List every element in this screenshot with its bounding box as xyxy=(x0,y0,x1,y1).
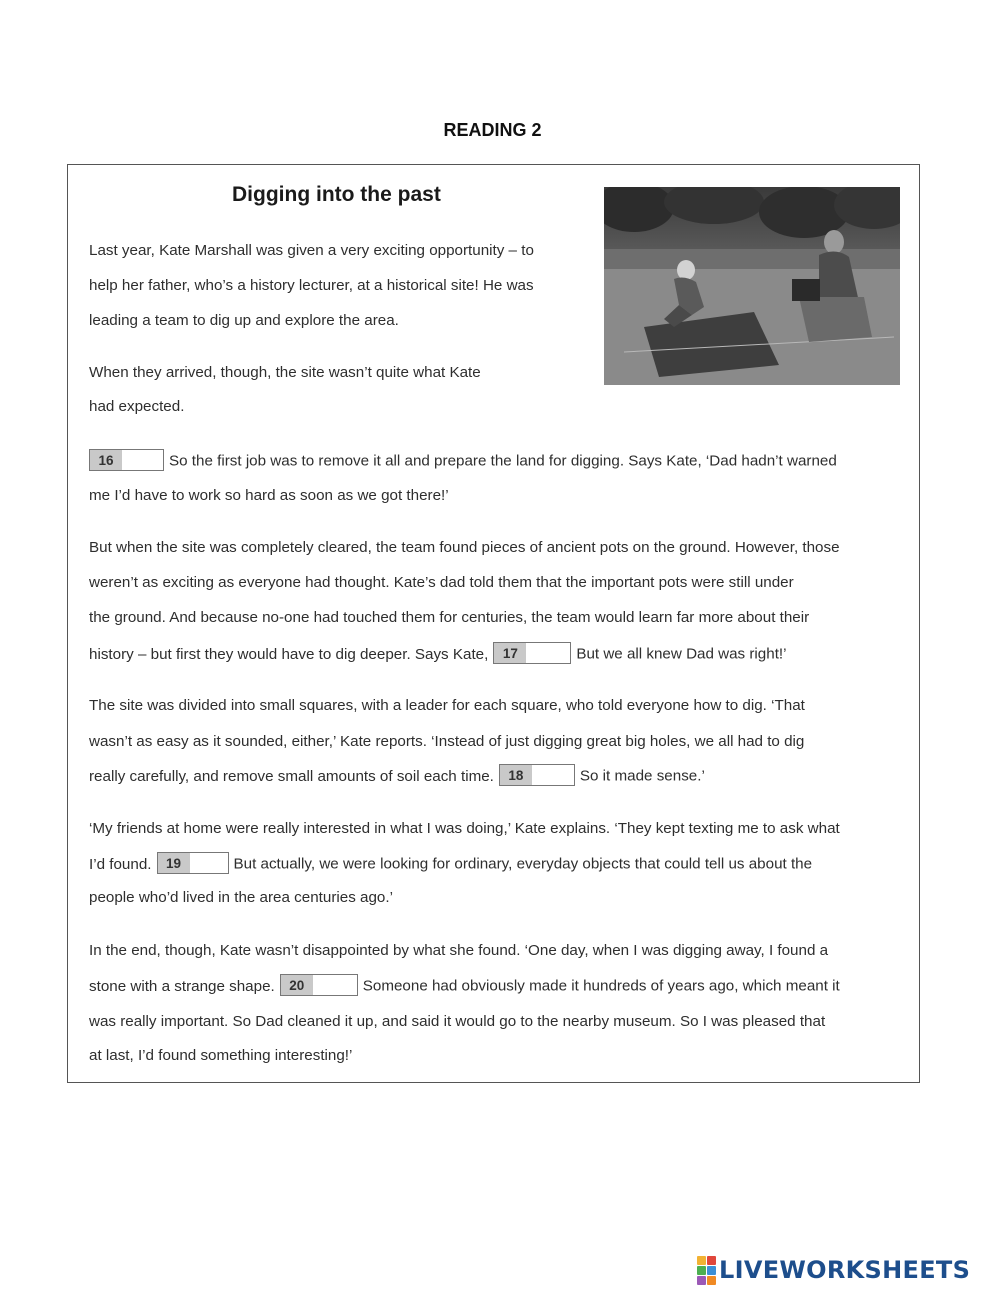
archaeology-dig-photo xyxy=(604,187,900,385)
article-line: was really important. So Dad cleaned it up, and said it would go to the nearby museum. So I was pleased that xyxy=(89,1013,826,1030)
logo-square xyxy=(697,1256,706,1265)
liveworksheets-logo-icon xyxy=(697,1256,716,1285)
line-text-after: So the first job was to remove it all and prepare the land for digging. Says Kate, ‘Dad hadn’t warned xyxy=(169,452,837,470)
gap-number: 19 xyxy=(158,853,190,873)
article-line: the ground. And because no-one had touched them for centuries, the team would learn far more about their xyxy=(89,609,810,626)
line-text-after: So it made sense.’ xyxy=(579,767,705,785)
answer-gap-18[interactable] xyxy=(499,764,575,786)
answer-gap-16[interactable] xyxy=(89,449,164,471)
answer-gap-19[interactable] xyxy=(157,852,229,874)
line-text-after: But actually, we were looking for ordinary, everyday objects that could tell us about the xyxy=(233,855,813,873)
gap-number: 16 xyxy=(90,450,122,470)
line-text-after: Someone had obviously made it hundreds of years ago, which meant it xyxy=(362,977,840,995)
article-line: me I’d have to work so hard as soon as we got there!’ xyxy=(89,487,449,504)
article-line xyxy=(89,452,837,471)
gap-number: 18 xyxy=(500,765,532,785)
logo-square xyxy=(707,1266,716,1275)
brand-text: LIVEWORKSHEETS xyxy=(719,1256,971,1284)
article-line: The site was divided into small squares, with a leader for each square, who told everyone how to dig. ‘That xyxy=(89,697,805,714)
logo-square xyxy=(707,1276,716,1285)
article-line: weren’t as exciting as everyone had thought. Kate’s dad told them that the important pots were still under xyxy=(89,574,794,591)
article-line xyxy=(89,767,705,786)
logo-square xyxy=(707,1256,716,1265)
line-text-before: history – but first they would have to dig deeper. Says Kate, xyxy=(89,645,489,663)
gap-number: 20 xyxy=(281,975,313,995)
page-heading: READING 2 xyxy=(443,120,542,140)
line-text-before: really carefully, and remove small amounts of soil each time. xyxy=(89,767,494,785)
article-line: help her father, who’s a history lecturer, at a historical site! He was xyxy=(89,277,534,294)
article-line: When they arrived, though, the site wasn’t quite what Kate xyxy=(89,364,481,381)
article-line: Last year, Kate Marshall was given a very exciting opportunity – to xyxy=(89,242,534,259)
article-line xyxy=(89,645,787,664)
article-line: people who’d lived in the area centuries ago.’ xyxy=(89,889,393,906)
gap-number: 17 xyxy=(494,643,526,663)
line-text-before: stone with a strange shape. xyxy=(89,977,275,995)
line-text-after: But we all knew Dad was right!’ xyxy=(576,645,787,663)
answer-gap-17[interactable] xyxy=(493,642,571,664)
article-line: ‘My friends at home were really interested in what I was doing,’ Kate explains. ‘They kept texting me to ask what xyxy=(89,820,840,837)
article-line xyxy=(89,977,840,996)
article-title: Digging into the past xyxy=(232,183,441,206)
line-text-before: I’d found. xyxy=(89,855,152,873)
article-line: had expected. xyxy=(89,398,185,415)
article-line xyxy=(89,855,812,874)
article-line: wasn’t as easy as it sounded, either,’ Kate reports. ‘Instead of just digging great big holes, we all had to dig xyxy=(89,733,805,750)
logo-square xyxy=(697,1276,706,1285)
answer-gap-20[interactable] xyxy=(280,974,358,996)
article-line: In the end, though, Kate wasn’t disappointed by what she found. ‘One day, when I was digging away, I found a xyxy=(89,942,829,959)
liveworksheets-brand xyxy=(697,1255,970,1285)
logo-square xyxy=(697,1266,706,1275)
article-line: But when the site was completely cleared, the team found pieces of ancient pots on the ground. However, those xyxy=(89,539,840,556)
article-line: at last, I’d found something interesting!’ xyxy=(89,1047,353,1064)
article-line: leading a team to dig up and explore the area. xyxy=(89,312,399,329)
